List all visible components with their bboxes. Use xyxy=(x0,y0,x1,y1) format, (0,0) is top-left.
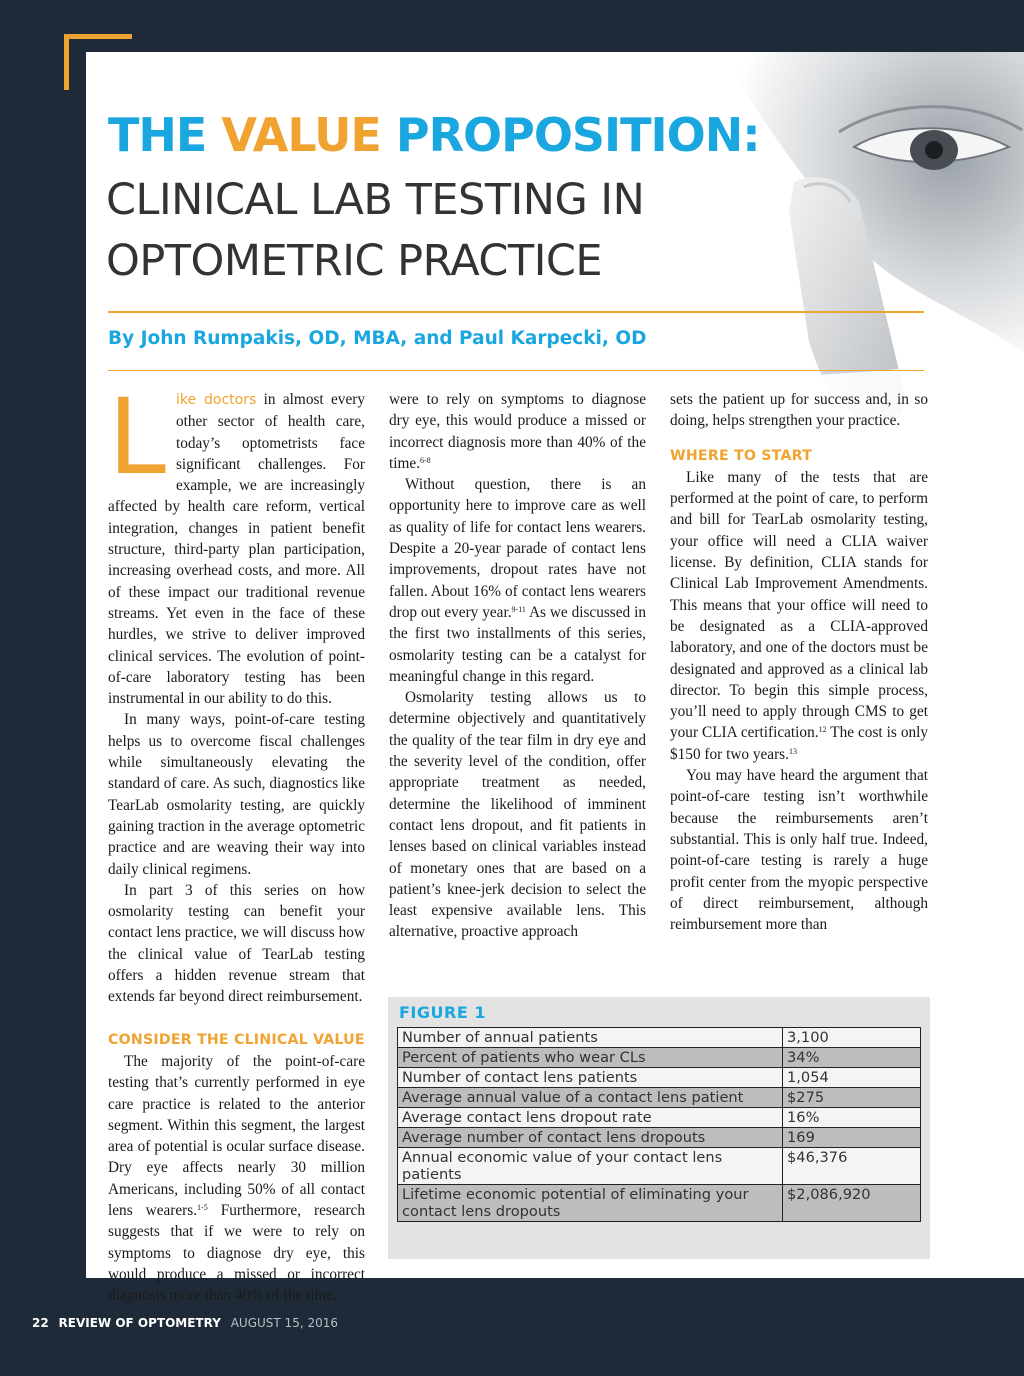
paragraph: Without question, there is an opportunity here to improve care as well as quality of life for contact lens wearers. Despite a 20-year parade of contact lens improvements, dropout rates have not fallen. About 16% of contact lens wearers drop out every year.$^{9-11}$ As we discussed in the first two installments of this series, osmolarity testing can be a catalyst for meaningful change in this regard. xyxy=(389,476,646,685)
paragraph: Like many of the tests that are performed at the point of care, to perform and bill for TearLab osmolarity testing, your office will need a CLIA waiver license. By definition, CLIA stands for Clinical Lab Improvement Amendments. This means that your office will need to be designated as a CLIA-approved laboratory, and one of the doctors must be designated and approved as a clinical lab director. To begin this simple process, you’ll need to apply through CMS to get your CLIA certification.$^{12}$ The cost is only $150 for two years.$^{13}$ xyxy=(670,468,929,763)
table-row xyxy=(398,1028,921,1048)
corner-accent-vertical xyxy=(64,34,69,90)
paragraph: Osmolarity testing allows us to determine objectively and quantitatively the quality of the tear film in dry eye and the severity level of the condition, offer appropriate treatment as needed, determine the likelihood of imminent contact lens dropout, and fit patients in lenses based on clinical variables instead of monetary ones that are based on a patient’s knee-jerk decision to select the least expensive available lens. This alternative, proactive approach xyxy=(389,689,646,941)
page-number: 22 xyxy=(32,1316,49,1330)
row-label: Average contact lens dropout rate xyxy=(398,1108,783,1128)
drop-cap: L xyxy=(108,376,166,498)
column-1 xyxy=(108,376,365,1306)
section-heading: WHERE TO START xyxy=(670,447,812,464)
figure-1 xyxy=(388,997,930,1259)
byline: By John Rumpakis, OD, MBA, and Paul Karpecki, OD xyxy=(108,328,647,349)
paragraph-continued: were to rely on symptoms to diagnose dry eye, this would produce a missed or incorrect diagnosis more than 40% of the time.$^{6-8}$ xyxy=(389,391,646,472)
column-2 xyxy=(389,389,646,943)
title-divider xyxy=(108,311,924,313)
row-label: Percent of patients who wear CLs xyxy=(398,1048,783,1068)
row-value: $46,376 xyxy=(783,1148,921,1185)
row-label: Average number of contact lens dropouts xyxy=(398,1128,783,1148)
title-highlight: VALUE xyxy=(221,108,381,162)
row-label: Annual economic value of your contact lens patients xyxy=(398,1148,783,1185)
paragraph: The majority of the point-of-care testing that’s currently performed in eye care practice is related to the anterior segment. Within this segment, the largest area of potential is ocular surface disease. Dry eye affects nearly 30 million Americans, including 50% of all contact lens wearers.$^{1-5}$ Furthermore, research suggests that if we were to rely on symptoms to diagnose dry eye, this would produce a missed or incorrect diagnosis more than 40% of the time. xyxy=(108,1052,365,1305)
row-value: 34% xyxy=(783,1048,921,1068)
paragraph: Like doctors in almost every other sector of health care, today’s optometrists face significant challenges. For example, we are increasingly affected by health care reform, vertical integration, changes in patient benefit structure, third-party plan participation, increasing overhead costs, and more. All of these impact our traditional revenue streams. Yet even in the face of these hurdles, we strive to deliver improved clinical services. The evolution of point-of-care laboratory testing has been instrumental in our ability to do this. xyxy=(108,376,365,708)
corner-accent-horizontal xyxy=(64,34,132,39)
section-heading: CONSIDER THE CLINICAL VALUE xyxy=(108,1031,365,1048)
table-row xyxy=(398,1185,921,1222)
table-row xyxy=(398,1068,921,1088)
paragraph-continued: sets the patient up for success and, in so doing, helps strengthen your practice. xyxy=(670,391,928,430)
row-value: 169 xyxy=(783,1128,921,1148)
table-row xyxy=(398,1108,921,1128)
table-row xyxy=(398,1088,921,1108)
page-footer xyxy=(32,1316,338,1330)
column-3 xyxy=(670,389,928,935)
figure-title: FIGURE 1 xyxy=(399,1003,486,1022)
row-label: Number of annual patients xyxy=(398,1028,783,1048)
row-label: Average annual value of a contact lens patient xyxy=(398,1088,783,1108)
article-subtitle: CLINICAL LAB TESTING IN OPTOMETRIC PRACTICE xyxy=(106,175,645,286)
paragraph: In many ways, point-of-care testing helps us to overcome fiscal challenges while simultaneously elevating the standard of care. As such, diagnostics like TearLab osmolarity testing, are quickly gaining traction in the average optometric practice and are weaving their way into daily clinical regimens. xyxy=(108,711,365,878)
row-label: Number of contact lens patients xyxy=(398,1068,783,1088)
paragraph: You may have heard the argument that point-of-care testing isn’t worthwhile because the reimbursements aren’t substantial. This is only half true. Indeed, point-of-care testing is rarely a huge profit center from the myopic perspective of direct reimbursement, although reimbursement more than xyxy=(670,767,928,934)
publication-name: REVIEW OF OPTOMETRY xyxy=(58,1316,221,1330)
lead-in: ike doctors xyxy=(175,392,257,408)
table-row xyxy=(398,1128,921,1148)
article-title: THE VALUE PROPOSITION: xyxy=(108,108,760,162)
paragraph: In part 3 of this series on how osmolarity testing can benefit your contact lens practice, we will discuss how the clinical value of TearLab testing offers a hidden revenue stream that extends far beyond direct reimbursement. xyxy=(108,881,365,1006)
row-label: Lifetime economic potential of eliminating your contact lens dropouts xyxy=(398,1185,783,1222)
table-row xyxy=(398,1048,921,1068)
byline-divider xyxy=(108,370,924,371)
row-value: 16% xyxy=(783,1108,921,1128)
article-page xyxy=(86,52,1024,1305)
row-value: 3,100 xyxy=(783,1028,921,1048)
row-value: $2,086,920 xyxy=(783,1185,921,1222)
table-row xyxy=(398,1148,921,1185)
issue-date: AUGUST 15, 2016 xyxy=(230,1316,338,1330)
figure-table xyxy=(397,1027,921,1222)
row-value: $275 xyxy=(783,1088,921,1108)
row-value: 1,054 xyxy=(783,1068,921,1088)
